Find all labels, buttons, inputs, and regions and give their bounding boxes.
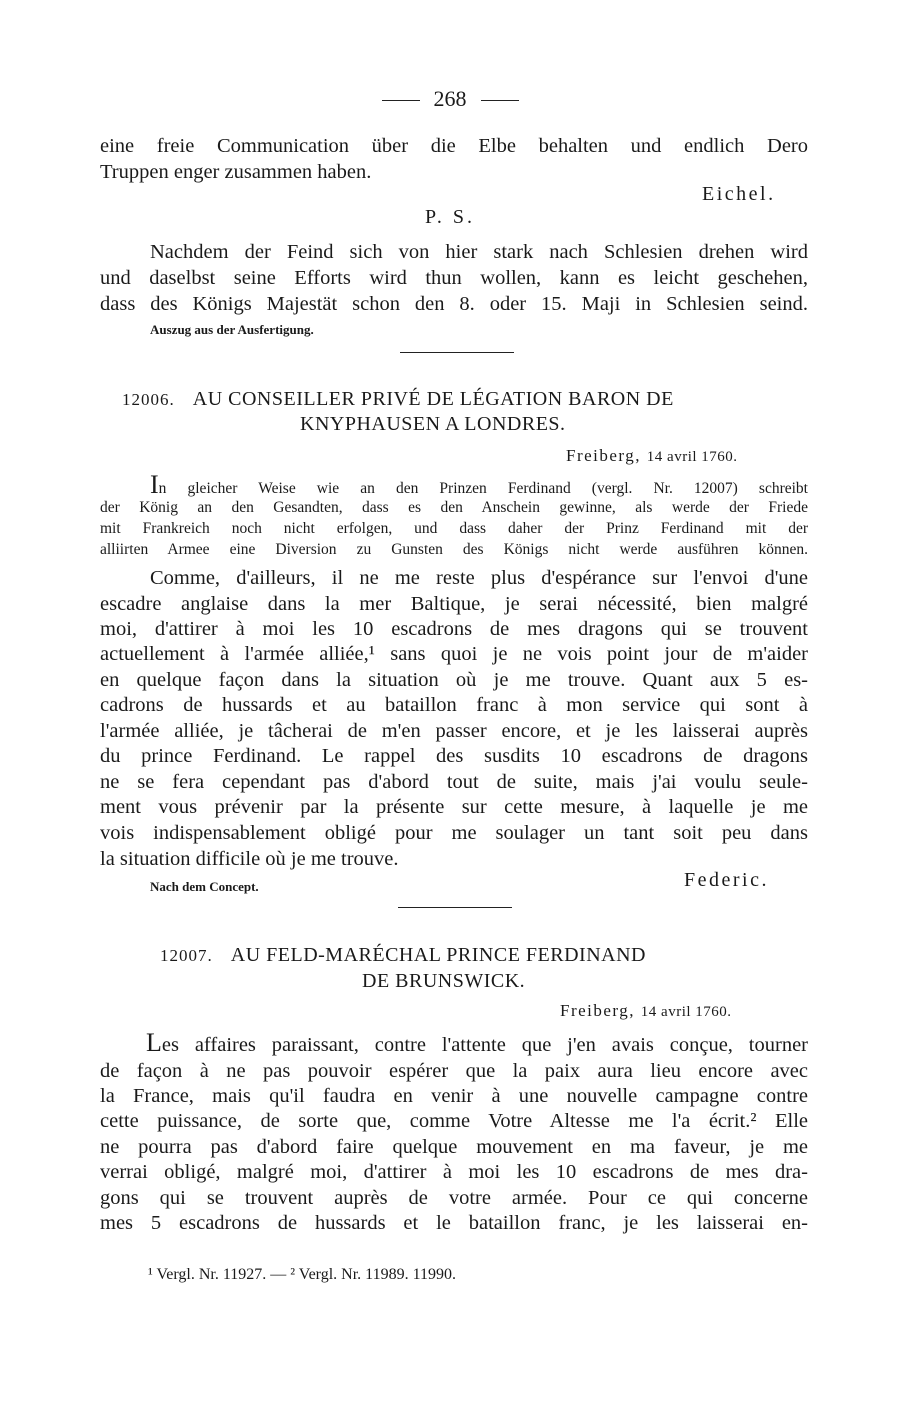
page-number: [0, 86, 900, 112]
body-line: gons qui se trouvent auprès de votre armée. Pour ce qui concerne: [100, 1187, 808, 1209]
ps-line: dass des Königs Majestät schon den 8. oder 15. Maji in Schlesien seind.: [100, 293, 808, 315]
body-line: mes 5 escadrons de hussards et le bataillon franc, je les laisserai en-: [100, 1212, 808, 1234]
body-line: actuellement à l'armée alliée,¹ sans quoi je ne vois point jour de m'aider: [100, 643, 808, 665]
body-line: verrai obligé, malgré moi, d'attirer à moi les 10 escadrons de mes dra-: [100, 1161, 808, 1183]
body-line: vois indispensablement obligé pour me soulager un tant soit peu dans: [100, 822, 808, 844]
body-line-text: es affaires paraissant, contre l'attente que j'en avais conçue, tourner: [161, 1034, 808, 1056]
intro-line: eine freie Communication über die Elbe behalten und endlich Dero: [100, 135, 808, 157]
summary-line: [150, 470, 808, 499]
ps-line: Nachdem der Feind sich von hier stark nach Schlesien drehen wird: [150, 241, 808, 263]
dateline-place: Freiberg,: [566, 446, 642, 465]
body-line: moi, d'attirer à moi les 10 escadrons de mes dragons qui se trouvent: [100, 618, 808, 640]
ps-label: P. S.: [424, 206, 476, 228]
dateline: [566, 446, 738, 466]
ps-line: und daselbst seine Efforts wird thun wollen, kann es leicht geschehen,: [100, 267, 808, 289]
dateline-date: 14 avril 1760.: [646, 449, 738, 465]
letter-heading-line2: KNYPHAUSEN A LONDRES.: [300, 413, 566, 435]
section-divider: [398, 907, 512, 908]
letter-heading-line1: AU FELD-MARÉCHAL PRINCE FERDINAND: [230, 944, 646, 966]
body-initial: L: [146, 1028, 162, 1057]
body-line: cette puissance, de sorte que, comme Votre Altesse me l'a écrit.² Elle: [100, 1110, 808, 1132]
body-line: cadrons de hussards et au bataillon franc à mon service qui sont à: [100, 694, 808, 716]
dateline-place: Freiberg,: [560, 1001, 636, 1020]
body-line: ne pourra pas d'abord faire quelque mouvement en ma faveur, je me: [100, 1136, 808, 1158]
summary-line-text: n gleicher Weise wie an den Prinzen Ferdinand (vergl. Nr. 12007) schreibt: [158, 480, 808, 497]
summary-line: der König an den Gesandten, dass es den Anschein gewinne, als werde der Friede: [100, 499, 808, 516]
source-note: Nach dem Concept.: [150, 879, 259, 894]
source-note: Auszug aus der Ausfertigung.: [150, 322, 314, 337]
letter-heading-line2: DE BRUNSWICK.: [362, 970, 526, 992]
body-line: du prince Ferdinand. Le rappel des susdits 10 escadrons de dragons: [100, 745, 808, 767]
section-divider: [400, 352, 514, 353]
intro-line: Truppen enger zusammen haben.: [100, 161, 372, 183]
letter-heading: [160, 944, 646, 967]
body-line: de façon à ne pas pouvoir espérer que la paix aura lieu encore avec: [100, 1060, 808, 1082]
body-line: escadre anglaise dans la mer Baltique, je serai nécessité, bien malgré: [100, 593, 808, 615]
letter-number: 12006.: [122, 390, 175, 409]
body-line: la situation difficile où je me trouve.: [100, 848, 399, 870]
dateline-date: 14 avril 1760.: [640, 1004, 732, 1020]
page-number-dash-left: [382, 100, 420, 101]
page-number-dash-right: [481, 100, 519, 101]
body-line: la France, mais qu'il faudra en venir à une nouvelle campagne contre: [100, 1085, 808, 1107]
page-number-text: 268: [433, 86, 467, 111]
letter-heading: [122, 388, 674, 411]
summary-line: mit Frankreich noch nicht erfolgen, und dass daher der Prinz Ferdinand mit der: [100, 520, 808, 537]
body-line: l'armée alliée, je tâcherai de m'en passer encore, et je les laisserai auprès: [100, 720, 808, 742]
body-line: [146, 1030, 808, 1058]
summary-initial: I: [150, 470, 159, 499]
summary-line: alliirten Armee eine Diversion zu Gunsten des Königs nicht werde ausführen können.: [100, 541, 808, 558]
body-line: Comme, d'ailleurs, il ne me reste plus d'espérance sur l'envoi d'une: [150, 567, 808, 589]
signature-eichel: Eichel.: [702, 183, 776, 205]
footnotes: ¹ Vergl. Nr. 11927. — ² Vergl. Nr. 11989. 11990.: [148, 1266, 456, 1283]
letter-heading-line1: AU CONSEILLER PRIVÉ DE LÉGATION BARON DE: [192, 388, 674, 410]
signature-federic: Federic.: [684, 869, 769, 891]
dateline: [560, 1001, 732, 1021]
letter-number: 12007.: [160, 946, 213, 965]
body-line: ne se fera cependant pas d'abord tout de suite, mais j'ai voulu seule-: [100, 771, 808, 793]
body-line: en quelque façon dans la situation où je me trouve. Quant aux 5 es-: [100, 669, 808, 691]
body-line: ment vous prévenir par la présente sur cette mesure, à laquelle je me: [100, 796, 808, 818]
